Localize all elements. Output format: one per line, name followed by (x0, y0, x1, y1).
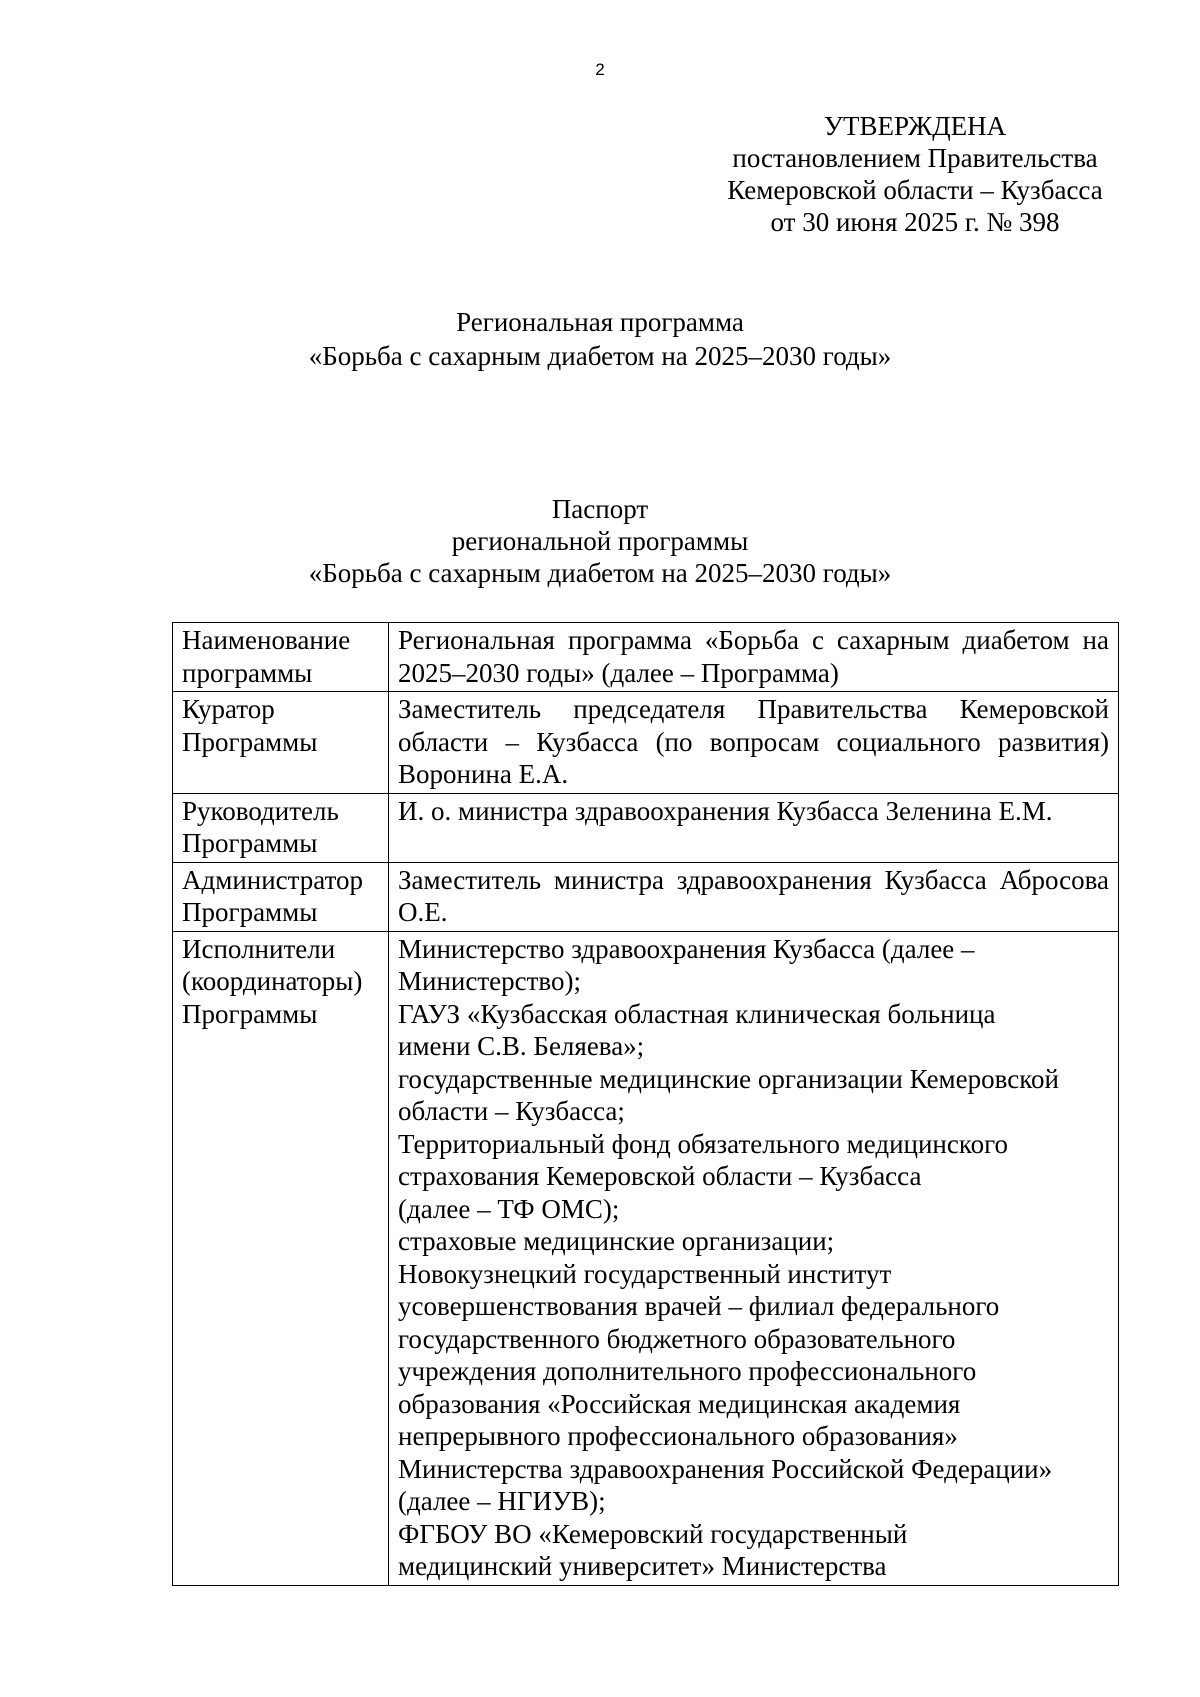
page-number: 2 (595, 60, 605, 79)
value-line: усовершенствования врачей – филиал федерального (398, 1291, 1000, 1321)
table-row (173, 623, 1119, 692)
value-line: ФГБОУ ВО «Кемеровский государственный (398, 1518, 908, 1549)
row-label: Администратор Программы (173, 862, 389, 931)
table-row (173, 692, 1119, 794)
value-line: имени С.В. Беляева»; (398, 1031, 645, 1061)
passport-title (0, 493, 1200, 589)
value-line: Министерства здравоохранения Российской Федерации» (398, 1453, 1053, 1484)
value-line: (далее – ТФ ОМС); (398, 1193, 620, 1224)
approval-line: постановлением Правительства (732, 143, 1098, 173)
approval-line: Кемеровской области – Кузбасса (727, 175, 1103, 205)
passport-title-line: «Борьба с сахарным диабетом на 2025–2030 годы» (308, 558, 892, 588)
program-title-line: «Борьба с сахарным диабетом на 2025–2030 годы» (308, 341, 892, 371)
row-value: Заместитель министра здравоохранения Кузбасса Абросова О.Е. (389, 862, 1119, 931)
value-line: Территориальный фонд обязательного медицинского (398, 1128, 1009, 1159)
row-value: И. о. министра здравоохранения Кузбасса Зеленина Е.М. (389, 793, 1119, 862)
value-line: учреждения дополнительного профессионального (398, 1356, 977, 1386)
value-line: медицинский университет» Министерства (398, 1551, 887, 1581)
table-row (173, 862, 1119, 931)
passport-table (172, 622, 1119, 1586)
value-line: непрерывного профессионального образования» (398, 1421, 958, 1451)
row-label: Куратор Программы (173, 692, 389, 794)
approval-heading: УТВЕРЖДЕНА (823, 111, 1007, 141)
value-line: страхования Кемеровской области – Кузбасса (398, 1161, 922, 1191)
value-line: области – Кузбасса; (398, 1096, 625, 1126)
row-label: Наименование программы (173, 623, 389, 692)
row-label: Руководитель Программы (173, 793, 389, 862)
row-label: Исполнители (координаторы) Программы (173, 931, 389, 1585)
value-line: страховые медицинские организации; (398, 1226, 835, 1256)
table-row (173, 793, 1119, 862)
row-value: Заместитель председателя Правительства Кемеровской области – Кузбасса (по вопросам социального развития) Воронина Е.А. (389, 692, 1119, 794)
value-line: Новокузнецкий государственный институт (398, 1258, 892, 1289)
value-line: Министерство здравоохранения Кузбасса (далее – (398, 933, 975, 964)
value-line: ГАУЗ «Кузбасская областная клиническая больница (398, 998, 996, 1029)
approval-date: от 30 июня 2025 г. № 398 (770, 207, 1060, 237)
program-title (0, 305, 1200, 373)
passport-title-line: региональной программы (451, 526, 749, 556)
value-line: Министерство); (398, 966, 581, 996)
value-line: (далее – НГИУВ); (398, 1486, 606, 1516)
value-line: образования «Российская медицинская академия (398, 1388, 961, 1419)
value-line: государственные медицинские организации Кемеровской (398, 1063, 1059, 1094)
row-value-list (389, 931, 1119, 1585)
program-title-line: Региональная программа (456, 307, 744, 337)
row-value: Региональная программа «Борьба с сахарным диабетом на 2025–2030 годы» (далее – Программа) (389, 623, 1119, 692)
value-line: государственного бюджетного образовательного (398, 1323, 956, 1354)
passport-title-line: Паспорт (551, 494, 649, 524)
table-row (173, 931, 1119, 1585)
approval-block (690, 110, 1140, 238)
